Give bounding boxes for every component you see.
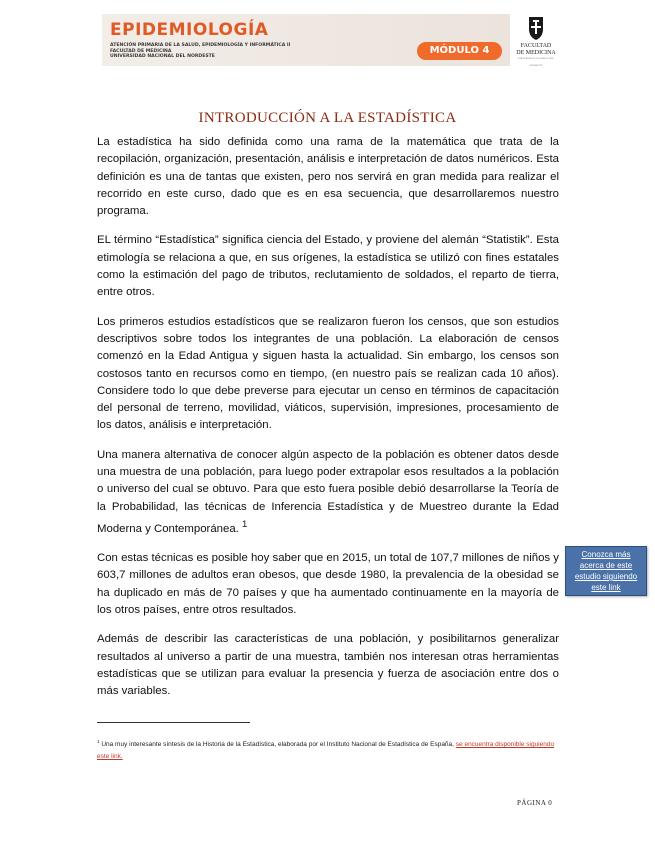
faculty-crest-icon (527, 15, 545, 41)
subtitle-line: ATENCIÓN PRIMARIA DE LA SALUD, EPIDEMIOLOGÍA Y INFORMÁTICA II (110, 43, 291, 48)
footnote (97, 736, 559, 763)
paragraph (97, 447, 559, 538)
paragraph: Con estas técnicas es posible hoy saber que en 2015, un total de 107,7 millones de niños y 603,7 millones de adultos eran obesos, que desde 1980, la prevalencia de la obesidad se ha duplicado en más de 70 países y que ha aumentado continuamente en la mayoría de los otros países, entre otros resultados. (97, 552, 559, 616)
header-banner (102, 14, 510, 66)
paragraph-text: Una manera alternativa de conocer algún aspecto de la población es obtener datos desde una muestra de una población, para luego poder extrapolar esos resultados a la población o universo del cual se obtuvo. Para que esto fuera posible debió desarrollarse la Teoría de la Probabilidad, las técnicas de Inferencia Estadística y de Muestreo durante la Edad Moderna y Contemporánea. (97, 448, 559, 535)
footnote-number: 1 (97, 739, 100, 744)
page-number: PÁGINA 0 (517, 799, 553, 807)
faculty-name (513, 43, 559, 69)
subtitle-line: FACULTAD DE MEDICINA (110, 48, 172, 54)
subtitle-line: UNIVERSIDAD NACIONAL DEL NORDESTE (110, 54, 215, 60)
faculty-name-line: FACULTAD (520, 43, 552, 49)
paragraph: EL término “Estadística” significa ciencia del Estado, y proviene del alemán “Statistik”. Esta etimología se relaciona a que, en sus orígenes, la estadística se utilizó con fines estatales como la estimación del pago de tributos, reclutamiento de soldados, el reparto de tierra, entre otros. (97, 234, 559, 299)
footnote-text: Una muy interesante síntesis de la Historia de la Estadística, elaborada por el Instituto Nacional de Estadística de España, (101, 741, 456, 749)
footnote-marker: 1 (242, 518, 248, 530)
study-link-button[interactable]: Conozca más acerca de este estudio siguiendo este link (565, 546, 647, 596)
paragraph: Los primeros estudios estadísticos que se realizaron fueron los censos, que son estudios descriptivos sobre todos los integrantes de una población. La elaboración de censos comenzó en la Edad Antigua y siguen hasta la actualidad. Sin embargo, los censos son costosos tanto en recursos como en tiempo, (en nuestro país se realizan cada 10 años). Considere todo lo que debe preverse para ejecutar un censo en términos de capacitación del personal de terreno, movilidad, viáticos, supervisión, impresiones, procesamiento de los datos, análisis e interpretación. (97, 315, 559, 432)
paragraph: La estadística ha sido definida como una rama de la matemática que trata de la recopilación, organización, presentación, análisis e interpretación de datos numéricos. Esta definición es una de tantas que existen, pero nos servirá en gran medida para realizar el recorrido en este curso, dado que es en esa secuencia, que desarrollaremos nuestro programa. (97, 136, 559, 218)
paragraph: Además de describir las características de una población, y posibilitarnos generalizar resultados al universo a partir de una muestra, también nos interesan otras herramientas estadísticas que se utilizan para evaluar la presencia y fuerza de asociación entre dos o más variables. (97, 633, 559, 698)
faculty-name-line: DE MEDICINA (516, 49, 556, 56)
faculty-tag: UNIVERSIDAD NACIONAL DEL NORDESTE (517, 57, 555, 67)
faculty-logo (513, 15, 559, 67)
course-title: EPIDEMIOLOGÍA (110, 20, 269, 40)
course-subtitle (110, 43, 290, 60)
footnote-divider (97, 722, 250, 723)
module-badge: MÓDULO 4 (417, 42, 502, 60)
footnote-link[interactable]: se encuentra disponible siguiendo este link. (97, 741, 555, 761)
document-body (97, 134, 559, 712)
document-title: INTRODUCCIÓN A LA ESTADÍSTICA (198, 110, 457, 126)
